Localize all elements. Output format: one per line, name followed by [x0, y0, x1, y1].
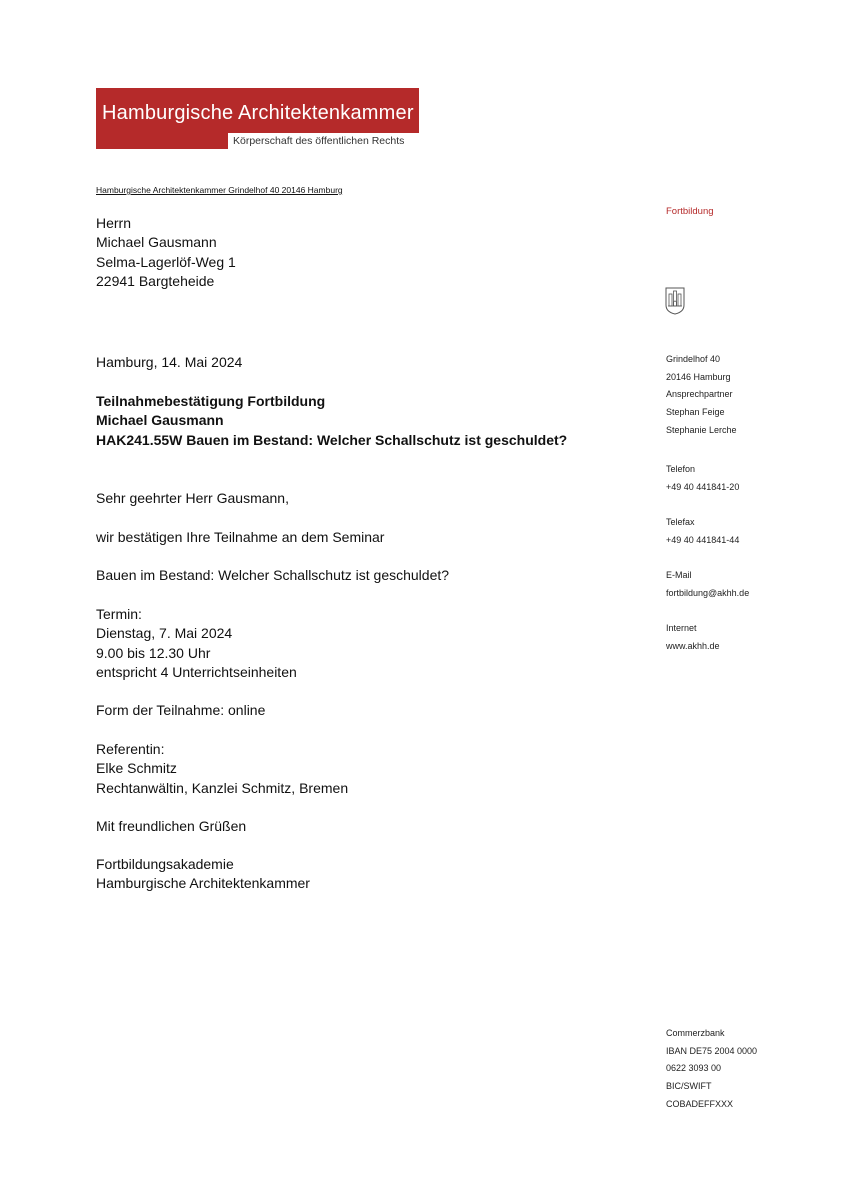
date-text: Hamburg, 14. Mai 2024 [96, 354, 243, 370]
sidebar-address [666, 351, 737, 440]
termin-block [96, 605, 297, 682]
salutation-text: Sehr geehrter Herr Gausmann, [96, 490, 289, 506]
signature-line-1: Fortbildungsakademie [96, 856, 234, 872]
sidebar-address-street: Grindelhof 40 [666, 354, 721, 364]
sidebar-phone [666, 461, 739, 496]
termin-units: entspricht 4 Unterrichtseinheiten [96, 663, 297, 680]
department-label: Fortbildung [666, 206, 714, 217]
phone-label: Telefon [666, 464, 696, 474]
subject-line-3: HAK241.55W Bauen im Bestand: Welcher Schallschutz ist geschuldet? [96, 431, 568, 448]
contact-person-1: Stephan Feige [666, 407, 725, 418]
sidebar-fax [666, 514, 739, 549]
bic-label: BIC/SWIFT [666, 1081, 712, 1092]
closing-text: Mit freundlichen Grüßen [96, 818, 247, 834]
recipient-city: 22941 Bargteheide [96, 272, 215, 289]
fax-label: Telefax [666, 517, 695, 527]
subject-line-2: Michael Gausmann [96, 412, 224, 429]
intro-text: wir bestätigen Ihre Teilnahme an dem Seminar [96, 529, 385, 545]
closing [96, 817, 246, 836]
bank-name: Commerzbank [666, 1028, 725, 1038]
signature-line-2: Hamburgische Architektenkammer [96, 875, 310, 892]
web-value: www.akhh.de [666, 640, 720, 651]
phone-value: +49 40 441841-20 [666, 481, 740, 492]
contact-label: Ansprechpartner [666, 389, 733, 400]
referent-detail: Rechtanwältin, Kanzlei Schmitz, Bremen [96, 779, 349, 796]
email-value: fortbildung@akhh.de [666, 587, 750, 598]
participation-form-text: Form der Teilnahme: online [96, 702, 266, 718]
recipient-street: Selma-Lagerlöf-Weg 1 [96, 253, 236, 270]
salutation [96, 489, 289, 508]
iban-line-2: 0622 3093 00 [666, 1063, 722, 1074]
seminar-title-text: Bauen im Bestand: Welcher Schallschutz ist geschuldet? [96, 567, 450, 583]
recipient-address [96, 214, 236, 291]
logo [96, 88, 419, 149]
sidebar-email [666, 567, 749, 602]
subject [96, 392, 567, 450]
letter-date [96, 353, 242, 372]
web-label: Internet [666, 623, 697, 633]
logo-subtitle: Körperschaft des öffentlichen Rechts [228, 133, 419, 149]
contact-person-2: Stephanie Lerche [666, 424, 737, 435]
termin-date: Dienstag, 7. Mai 2024 [96, 625, 233, 642]
referent-label: Referentin: [96, 741, 165, 757]
sidebar-bank [666, 1025, 757, 1114]
fax-value: +49 40 441841-44 [666, 534, 740, 545]
sender-address-line: Hamburgische Architektenkammer Grindelhof 40 20146 Hamburg [96, 185, 343, 195]
termin-label: Termin: [96, 606, 142, 622]
referent-name: Elke Schmitz [96, 760, 177, 777]
hamburg-crest-icon [665, 287, 685, 315]
participation-form [96, 701, 265, 720]
referent-block [96, 740, 348, 798]
termin-time: 9.00 bis 12.30 Uhr [96, 644, 211, 661]
bic-value: COBADEFFXXX [666, 1098, 734, 1109]
email-label: E-Mail [666, 570, 692, 580]
signature [96, 855, 310, 894]
sidebar-address-city: 20146 Hamburg [666, 371, 731, 382]
intro [96, 528, 384, 547]
iban-line-1: IBAN DE75 2004 0000 [666, 1045, 758, 1056]
subject-line-1: Teilnahmebestätigung Fortbildung [96, 393, 326, 409]
recipient-name: Michael Gausmann [96, 234, 217, 251]
recipient-salutation: Herrn [96, 215, 132, 231]
seminar-title [96, 566, 449, 585]
logo-title: Hamburgische Architektenkammer [102, 102, 414, 124]
sidebar-web [666, 620, 720, 655]
